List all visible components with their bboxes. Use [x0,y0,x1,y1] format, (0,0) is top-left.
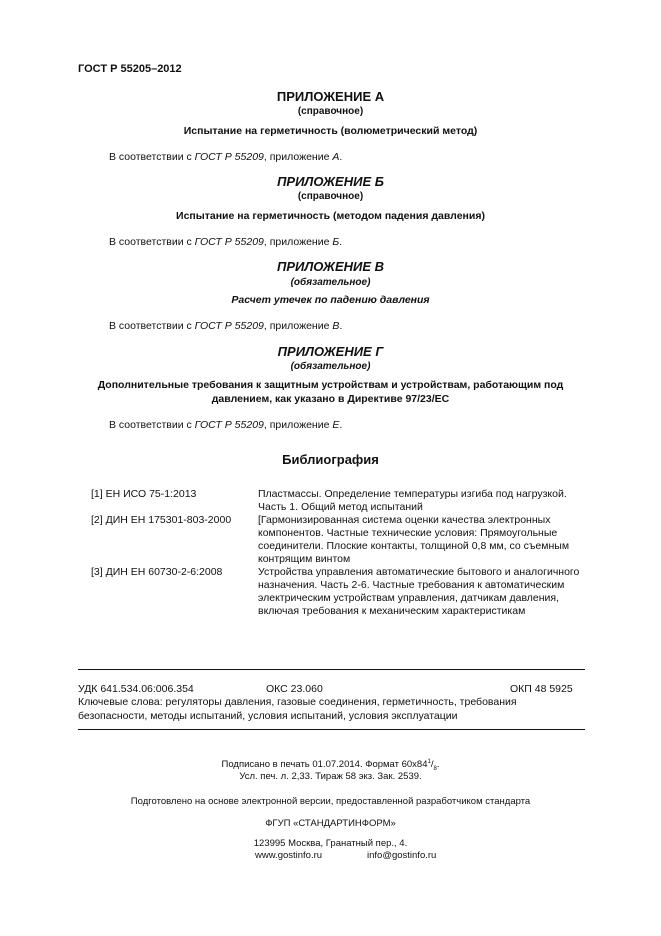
appendix-v-title: ПРИЛОЖЕНИЕ В [276,259,385,274]
bibliography-title: Библиография [282,452,379,467]
publisher-website[interactable]: www.gostinfo.ru [255,850,323,861]
bibliography-desc-line: электрическим устройствам управления, датчикам давления, [258,592,560,604]
bibliography-desc-2 [258,514,598,566]
publisher-email[interactable]: info@gostinfo.ru [367,850,437,861]
publisher-address: 123995 Москва, Гранатный пер., 4. [253,838,408,849]
ref-end: . [339,419,343,431]
bibliography-ref-2: [2] ДИН ЕН 175301-803-2000 [91,514,232,526]
ref-letter: В [332,320,340,332]
bibliography-ref-1: [1] ЕН ИСО 75-1:2013 [91,488,197,500]
format-sup: 1 [427,759,431,765]
appendix-b-status: (справочное) [297,191,364,202]
ref-doc-link: ГОСТ Р 55209 [194,151,264,163]
ref-doc-link: ГОСТ Р 55209 [194,419,264,431]
appendix-g-status: (обязательное) [290,361,371,372]
signed-text: Подписано в печать 01.07.2014. Формат 60x84 [221,759,428,771]
document-code: ГОСТ Р 55205–2012 [78,63,182,75]
ref-prefix: В соответствии с [109,419,192,431]
appendix-a-title: ПРИЛОЖЕНИЕ А [276,89,385,104]
appendix-a-status: (справочное) [297,106,364,117]
appendix-g-title: ПРИЛОЖЕНИЕ Г [277,344,384,359]
appendix-a-reference [109,151,342,163]
ref-doc-link: ГОСТ Р 55209 [194,320,264,332]
publisher-name: ФГУП «СТАНДАРТИНФОРМ» [265,818,396,829]
ref-suffix: , приложение [263,236,330,248]
appendix-v-heading: Расчет утечек по падению давления [231,294,430,306]
ref-end: . [339,151,343,163]
bibliography-ref-3: [3] ДИН ЕН 60730-2-6:2008 [91,566,223,578]
ref-letter: Е [332,419,340,431]
bibliography-desc-line: соединители. Плоские контакты, толщиной 0,8 мм, со съемным [258,540,570,552]
footer-top-rule [78,669,585,670]
format-sub: 8 [433,766,437,773]
appendix-v-reference [109,320,342,332]
appendix-b-heading: Испытание на герметичность (методом падения давления) [176,210,485,222]
ref-suffix: , приложение [263,151,330,163]
bibliography-desc-line: [Гармонизированная система оценки качества электронных [258,514,551,526]
keywords-line-1: Ключевые слова: регуляторы давления, газовые соединения, герметичность, требования [78,696,517,708]
ref-prefix: В соответствии с [109,236,192,248]
appendix-b-reference [109,236,342,248]
bibliography-desc-1 [258,488,598,514]
okp-code: ОКП 48 5925 [510,683,573,695]
ref-prefix: В соответствии с [109,151,192,163]
appendix-v-status: (обязательное) [290,277,371,288]
bibliography-desc-line: Пластмассы. Определение температуры изгиба под нагрузкой. [258,488,567,500]
prepared-note: Подготовлено на основе электронной версии, предоставленной разработчиком стандарта [130,796,531,807]
bibliography-desc-line: назначения. Часть 2-6. Частные требования к автоматическим [258,579,565,591]
appendix-a-heading: Испытание на герметичность (волюметрический метод) [183,125,478,137]
bibliography-desc-line: Часть 1. Общий метод испытаний [258,501,423,513]
appendix-g-heading-line2: давлением, как указано в Директиве 97/23/ЕС [211,393,450,405]
print-info: Усл. печ. л. 2,33. Тираж 58 экз. Зак. 2539. [239,771,422,782]
footer-bottom-rule [78,729,585,730]
bibliography-desc-line: компонентов. Частные технические условия: Прямоугольные [258,527,558,539]
keywords-line-2: безопасности, методы испытаний, условия испытаний, условия эксплуатации [78,710,458,722]
appendix-g-heading-line1: Дополнительные требования к защитным устройствам и устройствам, работающим под [97,379,564,391]
ref-prefix: В соответствии с [109,320,192,332]
ref-letter: А [332,151,340,163]
signed-to-print: Подписано в печать 01.07.2014. Формат $60x84^1/_8$. [221,759,440,773]
bibliography-desc-line: контрящим винтом [258,553,351,565]
bibliography-desc-line: включая требования к механическим характеристикам [258,605,526,617]
ref-suffix: , приложение [263,419,330,431]
ref-end: . [339,236,343,248]
udk-code: УДК 641.534.06:006.354 [78,683,194,695]
bibliography-desc-3 [258,566,598,618]
appendix-g-reference [109,419,342,431]
format-end: . [436,759,440,771]
ref-letter: Б [332,236,340,248]
ref-suffix: , приложение [263,320,330,332]
ref-end: . [339,320,343,332]
bibliography-desc-line: Устройства управления автоматические бытового и аналогичного [258,566,580,578]
ref-doc-link: ГОСТ Р 55209 [194,236,264,248]
appendix-b-title: ПРИЛОЖЕНИЕ Б [277,174,384,189]
oks-code: ОКС 23.060 [266,683,323,695]
